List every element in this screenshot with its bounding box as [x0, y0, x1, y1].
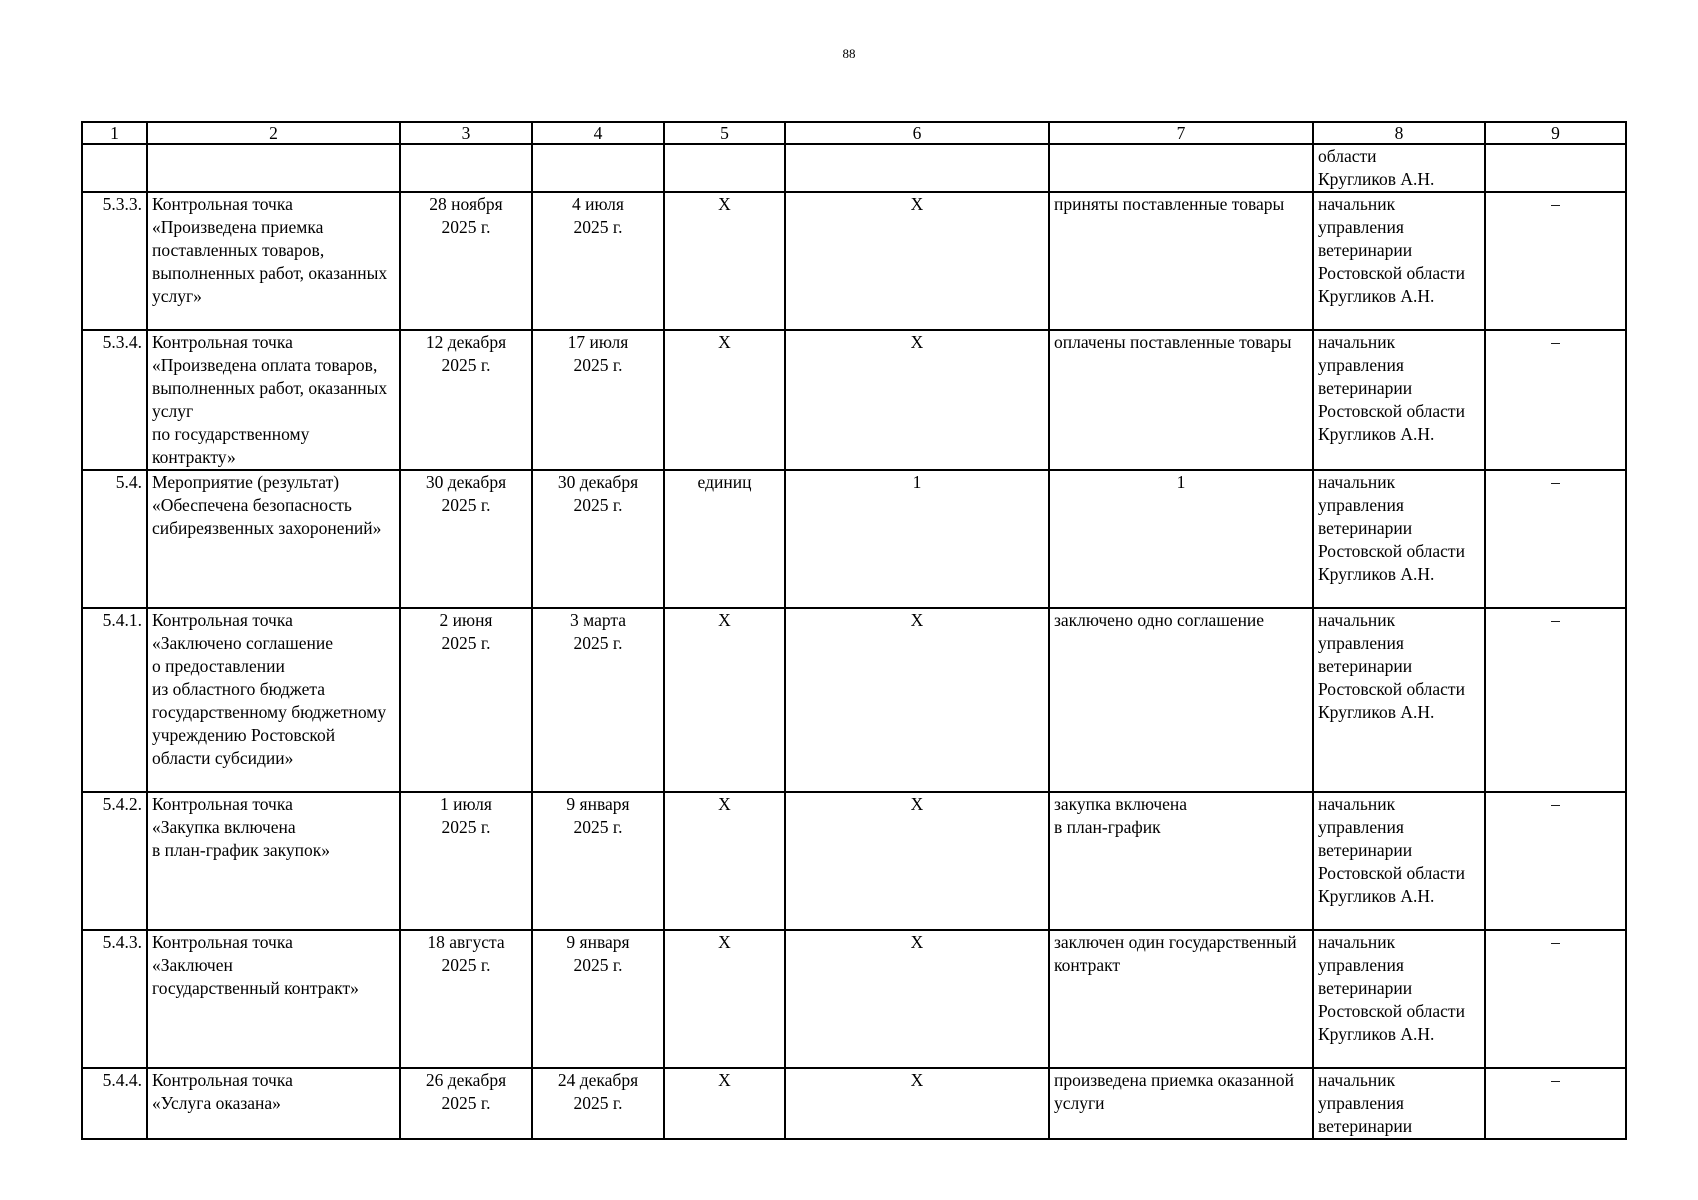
item-number: 5.4.1.	[82, 608, 147, 792]
item-description: Контрольная точка «Произведена оплата товаров, выполненных работ, оказанных услуг по государственному контракту»	[147, 330, 400, 470]
table-row	[82, 470, 1626, 608]
column-number: 2	[147, 122, 400, 144]
column-number: 3	[400, 122, 532, 144]
item-number: 5.3.3.	[82, 192, 147, 330]
control-points-table	[81, 121, 1627, 1140]
table-row	[82, 192, 1626, 330]
column-number: 4	[532, 122, 664, 144]
planned-value: X	[785, 1068, 1049, 1139]
item-description: Контрольная точка «Произведена приемка поставленных товаров, выполненных работ, оказанных услуг»	[147, 192, 400, 330]
actual-date	[532, 144, 664, 192]
responsible: области Кругликов А.Н.	[1313, 144, 1485, 192]
result: закупка включена в план-график	[1049, 792, 1313, 930]
unit: X	[664, 330, 785, 470]
note: –	[1485, 470, 1626, 608]
planned-date: 18 августа 2025 г.	[400, 930, 532, 1068]
unit: X	[664, 792, 785, 930]
item-number: 5.4.2.	[82, 792, 147, 930]
responsible: начальник управления ветеринарии	[1313, 1068, 1485, 1139]
column-number-row	[82, 122, 1626, 144]
unit: X	[664, 1068, 785, 1139]
column-number: 5	[664, 122, 785, 144]
planned-value: X	[785, 192, 1049, 330]
item-description: Контрольная точка «Заключено соглашение о предоставлении из областного бюджета государственному бюджетному учреждению Ростовской области субсидии»	[147, 608, 400, 792]
result	[1049, 144, 1313, 192]
planned-value	[785, 144, 1049, 192]
unit: X	[664, 930, 785, 1068]
item-description: Контрольная точка «Заключен государственный контракт»	[147, 930, 400, 1068]
planned-value: X	[785, 792, 1049, 930]
table-row	[82, 792, 1626, 930]
planned-date: 28 ноября 2025 г.	[400, 192, 532, 330]
unit: единиц	[664, 470, 785, 608]
planned-date	[400, 144, 532, 192]
table-row	[82, 1068, 1626, 1139]
responsible: начальник управления ветеринарии Ростовской области Кругликов А.Н.	[1313, 608, 1485, 792]
actual-date: 17 июля 2025 г.	[532, 330, 664, 470]
result: заключено одно соглашение	[1049, 608, 1313, 792]
column-number: 9	[1485, 122, 1626, 144]
table-row	[82, 144, 1626, 192]
column-number: 6	[785, 122, 1049, 144]
table-row	[82, 330, 1626, 470]
note: –	[1485, 330, 1626, 470]
item-number: 5.3.4.	[82, 330, 147, 470]
table-row	[82, 608, 1626, 792]
result: приняты поставленные товары	[1049, 192, 1313, 330]
item-description: Мероприятие (результат) «Обеспечена безопасность сибиреязвенных захоронений»	[147, 470, 400, 608]
planned-value: X	[785, 330, 1049, 470]
column-number: 8	[1313, 122, 1485, 144]
responsible: начальник управления ветеринарии Ростовской области Кругликов А.Н.	[1313, 792, 1485, 930]
column-number: 7	[1049, 122, 1313, 144]
note: –	[1485, 930, 1626, 1068]
responsible: начальник управления ветеринарии Ростовской области Кругликов А.Н.	[1313, 470, 1485, 608]
note: –	[1485, 1068, 1626, 1139]
table-row	[82, 930, 1626, 1068]
planned-date: 26 декабря 2025 г.	[400, 1068, 532, 1139]
unit: X	[664, 192, 785, 330]
planned-date: 1 июля 2025 г.	[400, 792, 532, 930]
result: заключен один государственный контракт	[1049, 930, 1313, 1068]
actual-date: 30 декабря 2025 г.	[532, 470, 664, 608]
responsible: начальник управления ветеринарии Ростовской области Кругликов А.Н.	[1313, 330, 1485, 470]
note: –	[1485, 608, 1626, 792]
planned-date: 12 декабря 2025 г.	[400, 330, 532, 470]
unit	[664, 144, 785, 192]
responsible: начальник управления ветеринарии Ростовской области Кругликов А.Н.	[1313, 930, 1485, 1068]
result: оплачены поставленные товары	[1049, 330, 1313, 470]
result: произведена приемка оказанной услуги	[1049, 1068, 1313, 1139]
planned-date: 30 декабря 2025 г.	[400, 470, 532, 608]
actual-date: 9 января 2025 г.	[532, 930, 664, 1068]
item-description	[147, 144, 400, 192]
actual-date: 3 марта 2025 г.	[532, 608, 664, 792]
item-number: 5.4.	[82, 470, 147, 608]
actual-date: 24 декабря 2025 г.	[532, 1068, 664, 1139]
planned-date: 2 июня 2025 г.	[400, 608, 532, 792]
item-number: 5.4.3.	[82, 930, 147, 1068]
planned-value: X	[785, 608, 1049, 792]
item-description: Контрольная точка «Услуга оказана»	[147, 1068, 400, 1139]
item-description: Контрольная точка «Закупка включена в план-график закупок»	[147, 792, 400, 930]
planned-value: X	[785, 930, 1049, 1068]
item-number: 5.4.4.	[82, 1068, 147, 1139]
actual-date: 4 июля 2025 г.	[532, 192, 664, 330]
actual-date: 9 января 2025 г.	[532, 792, 664, 930]
unit: X	[664, 608, 785, 792]
item-number	[82, 144, 147, 192]
page-number: 88	[842, 46, 856, 61]
note: –	[1485, 792, 1626, 930]
column-number: 1	[82, 122, 147, 144]
responsible: начальник управления ветеринарии Ростовской области Кругликов А.Н.	[1313, 192, 1485, 330]
planned-value: 1	[785, 470, 1049, 608]
result: 1	[1049, 470, 1313, 608]
note	[1485, 144, 1626, 192]
note: –	[1485, 192, 1626, 330]
